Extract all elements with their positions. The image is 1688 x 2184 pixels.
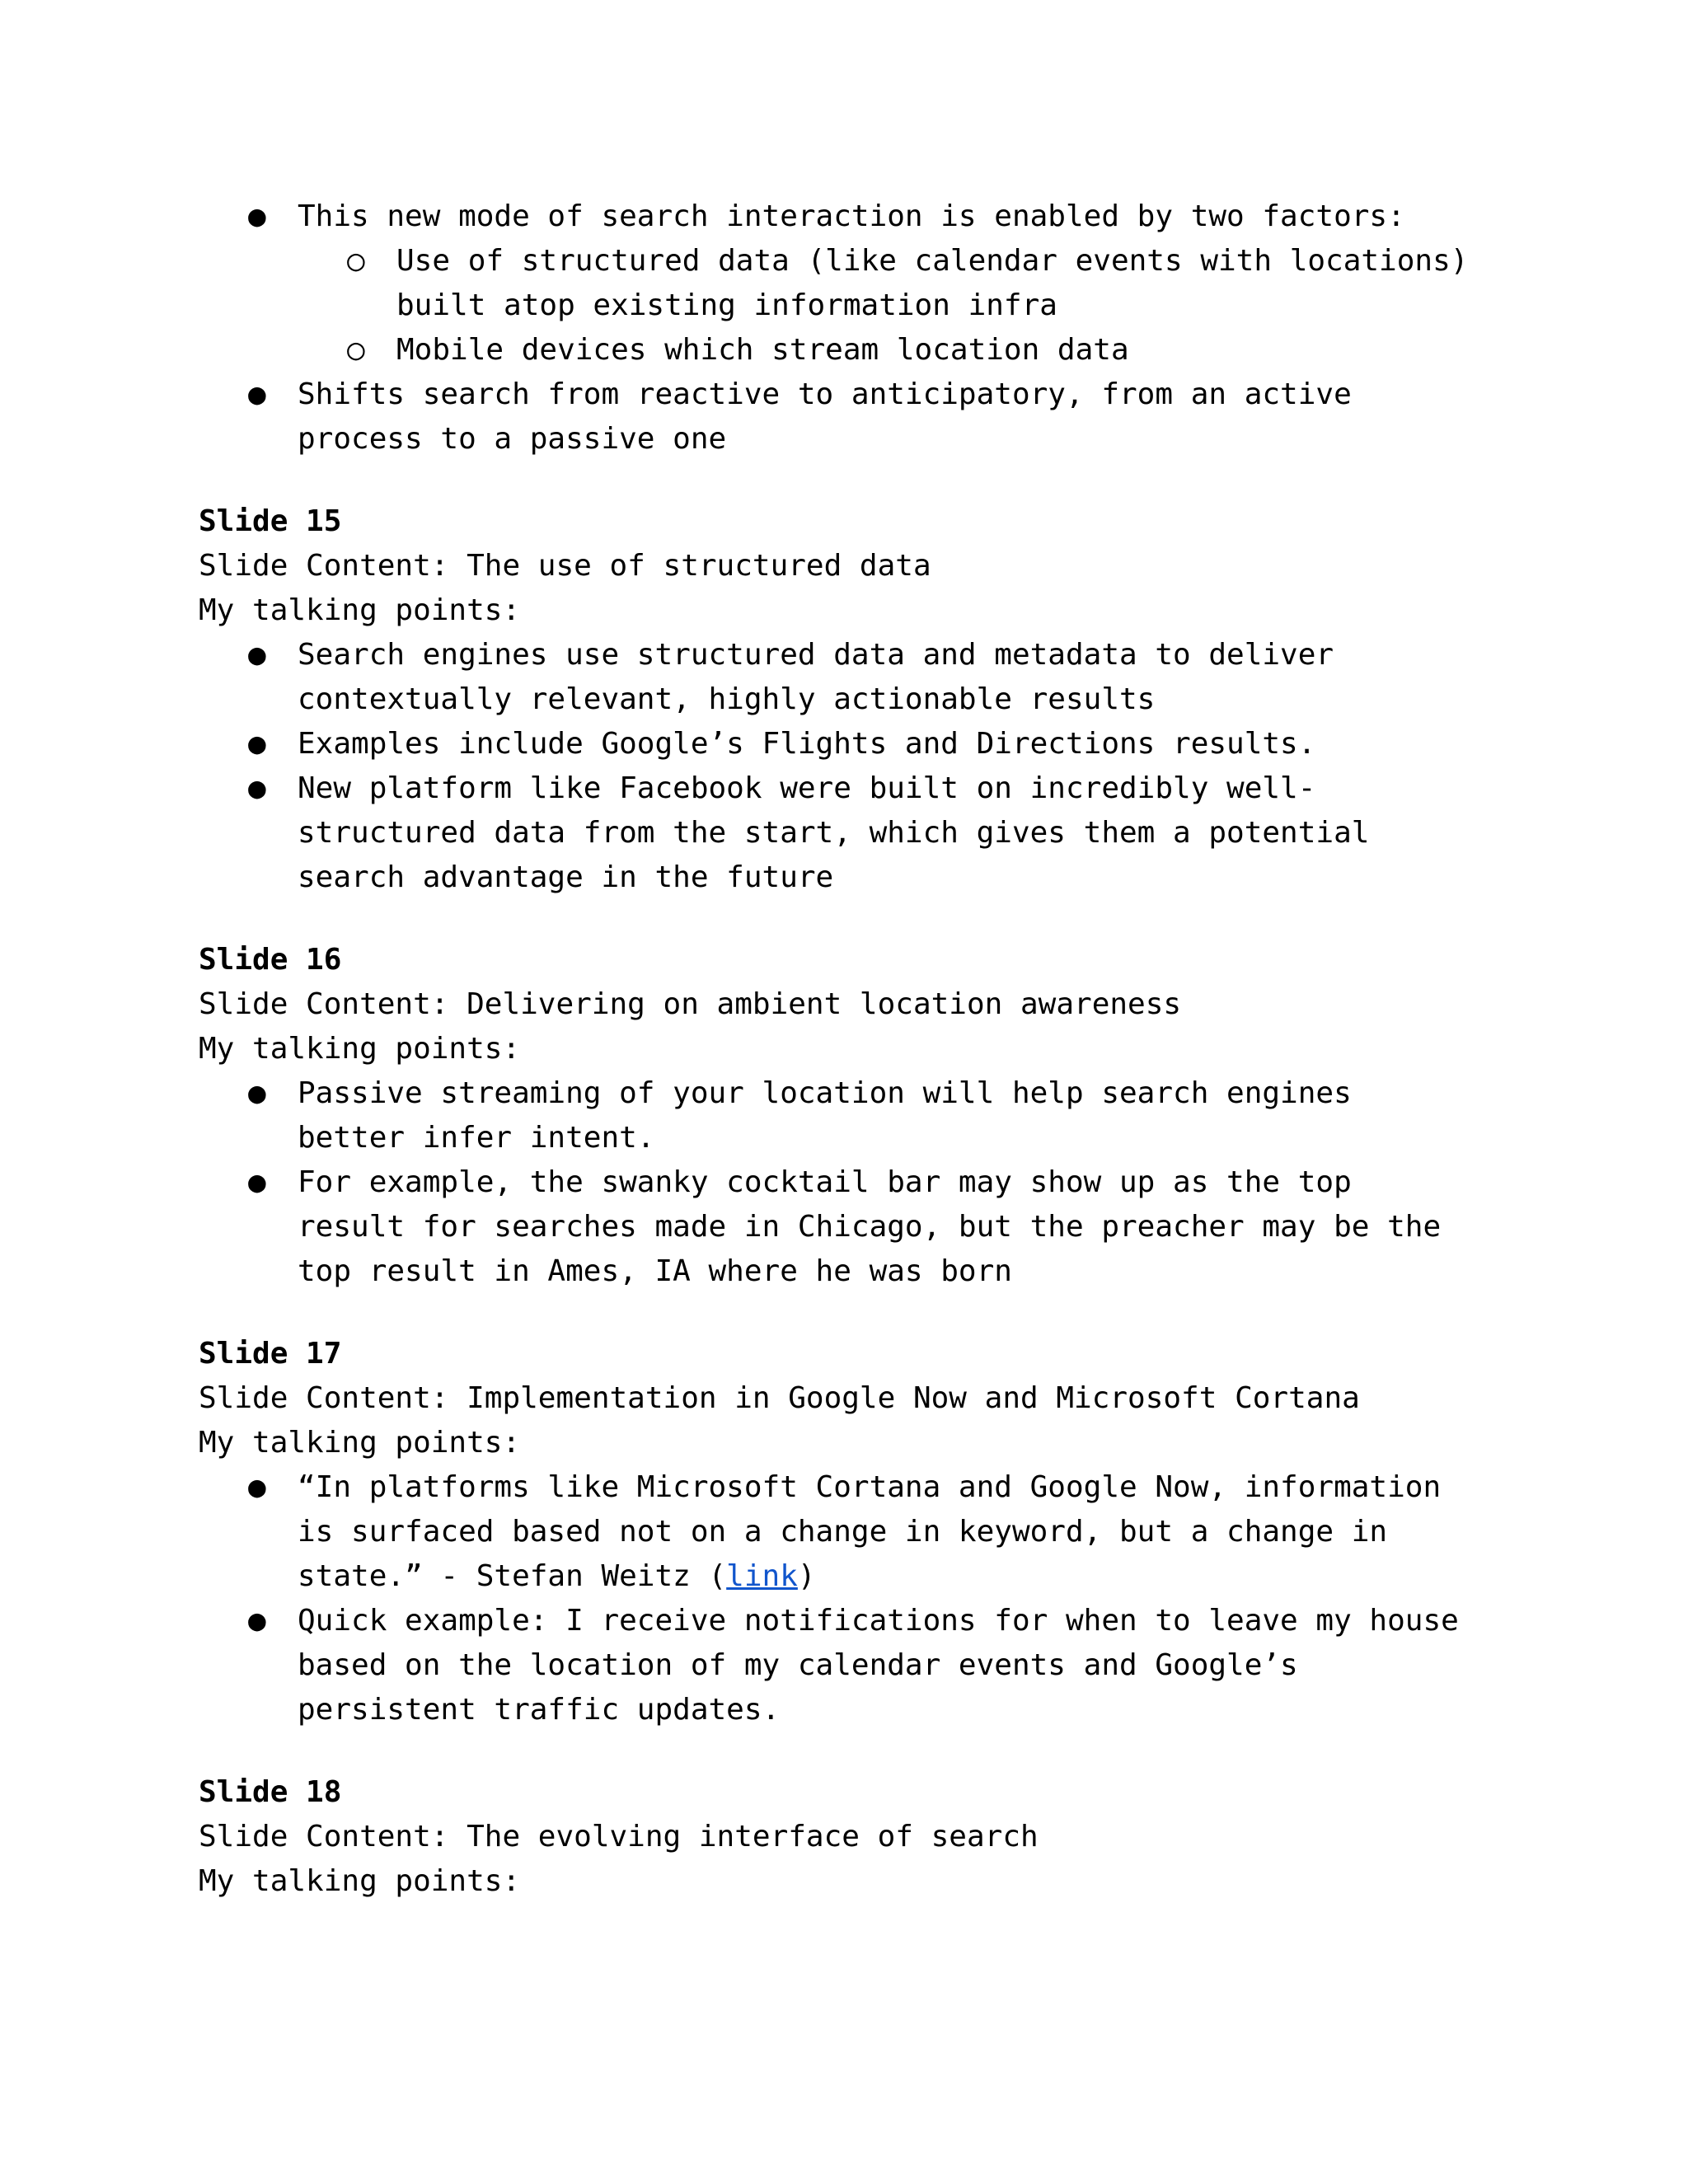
list-item [199, 373, 1583, 462]
hollow-bullet-icon: ○ [347, 244, 365, 278]
list-item-text: This new mode of search interaction is enabled by two factors: [298, 199, 1405, 233]
list-item-text: Shifts search from reactive to anticipatory, from an active [298, 377, 1352, 411]
filled-bullet-icon: ● [248, 1076, 266, 1110]
section-spacer [199, 1732, 1583, 1770]
list-item-text: Use of structured data (like calendar events with locations) [396, 244, 1469, 278]
slide-18-section [199, 1770, 1583, 1904]
document-page [199, 194, 1583, 1904]
closing-paren: ) [797, 1559, 816, 1593]
hollow-bullet-icon: ○ [347, 333, 365, 367]
filled-bullet-icon: ● [248, 1604, 266, 1638]
list-item [199, 1465, 1583, 1599]
talking-points-list [199, 1465, 1583, 1732]
talking-points-label: My talking points: [199, 1426, 521, 1460]
filled-bullet-icon: ● [248, 771, 266, 805]
talking-points-label: My talking points: [199, 1864, 521, 1898]
list-item [199, 1071, 1583, 1160]
intro-bullet-list [199, 194, 1583, 462]
filled-bullet-icon: ● [248, 1470, 266, 1504]
talking-points-label: My talking points: [199, 593, 521, 627]
list-item-text: Search engines use structured data and metadata to deliver [298, 638, 1334, 672]
list-item-text: result for searches made in Chicago, but the preacher may be the [298, 1210, 1442, 1244]
list-item-text: New platform like Facebook were built on incredibly well- [298, 771, 1316, 805]
section-spacer [199, 900, 1583, 938]
filled-bullet-icon: ● [248, 377, 266, 411]
list-item-text: contextually relevant, highly actionable results [298, 682, 1156, 716]
slide-heading: Slide 15 [199, 504, 342, 538]
slide-content-line: Slide Content: The use of structured data [199, 549, 931, 583]
quote-attribution: state.” - Stefan Weitz ( [298, 1559, 727, 1593]
talking-points-list [199, 1071, 1583, 1294]
list-item-text: based on the location of my calendar events and Google’s [298, 1648, 1298, 1682]
list-item-text: “In platforms like Microsoft Cortana and Google Now, information [298, 1470, 1442, 1504]
talking-points-list [199, 633, 1583, 900]
list-item-text: search advantage in the future [298, 860, 834, 894]
list-item-text: Mobile devices which stream location data [396, 333, 1129, 367]
filled-bullet-icon: ● [248, 199, 266, 233]
list-item-text: structured data from the start, which gives them a potential [298, 816, 1370, 850]
slide-heading: Slide 17 [199, 1337, 342, 1371]
list-item [199, 766, 1583, 900]
list-item-text: is surfaced based not on a change in keyword, but a change in [298, 1515, 1388, 1549]
slide-15-section [199, 499, 1583, 900]
list-item-text: For example, the swanky cocktail bar may show up as the top [298, 1165, 1352, 1199]
list-item-text: Examples include Google’s Flights and Directions results. [298, 727, 1316, 761]
list-item-text: Quick example: I receive notifications for when to leave my house [298, 1604, 1459, 1638]
source-link[interactable]: link [726, 1559, 798, 1593]
section-spacer [199, 462, 1583, 499]
sub-list-item [199, 328, 1583, 373]
list-item [199, 633, 1583, 722]
filled-bullet-icon: ● [248, 727, 266, 761]
slide-17-section [199, 1332, 1583, 1732]
list-item-text: better infer intent. [298, 1121, 655, 1155]
slide-heading: Slide 18 [199, 1775, 342, 1809]
list-item-text: built atop existing information infra [396, 288, 1057, 322]
list-item-text: process to a passive one [298, 422, 727, 456]
slide-content-line: Slide Content: Delivering on ambient location awareness [199, 987, 1182, 1021]
list-item-text-with-link [298, 1554, 1583, 1599]
filled-bullet-icon: ● [248, 638, 266, 672]
list-item [199, 722, 1583, 766]
filled-bullet-icon: ● [248, 1165, 266, 1199]
list-item-text: Passive streaming of your location will help search engines [298, 1076, 1352, 1110]
list-item [199, 1160, 1583, 1294]
slide-content-line: Slide Content: Implementation in Google Now and Microsoft Cortana [199, 1381, 1360, 1415]
slide-16-section [199, 938, 1583, 1294]
sub-list-item [199, 239, 1583, 328]
slide-heading: Slide 16 [199, 943, 342, 977]
list-item [199, 194, 1583, 239]
list-item-text: persistent traffic updates. [298, 1693, 781, 1727]
slide-content-line: Slide Content: The evolving interface of search [199, 1820, 1039, 1854]
list-item-text: top result in Ames, IA where he was born [298, 1254, 1012, 1288]
section-spacer [199, 1294, 1583, 1332]
list-item [199, 1599, 1583, 1732]
talking-points-label: My talking points: [199, 1032, 521, 1066]
